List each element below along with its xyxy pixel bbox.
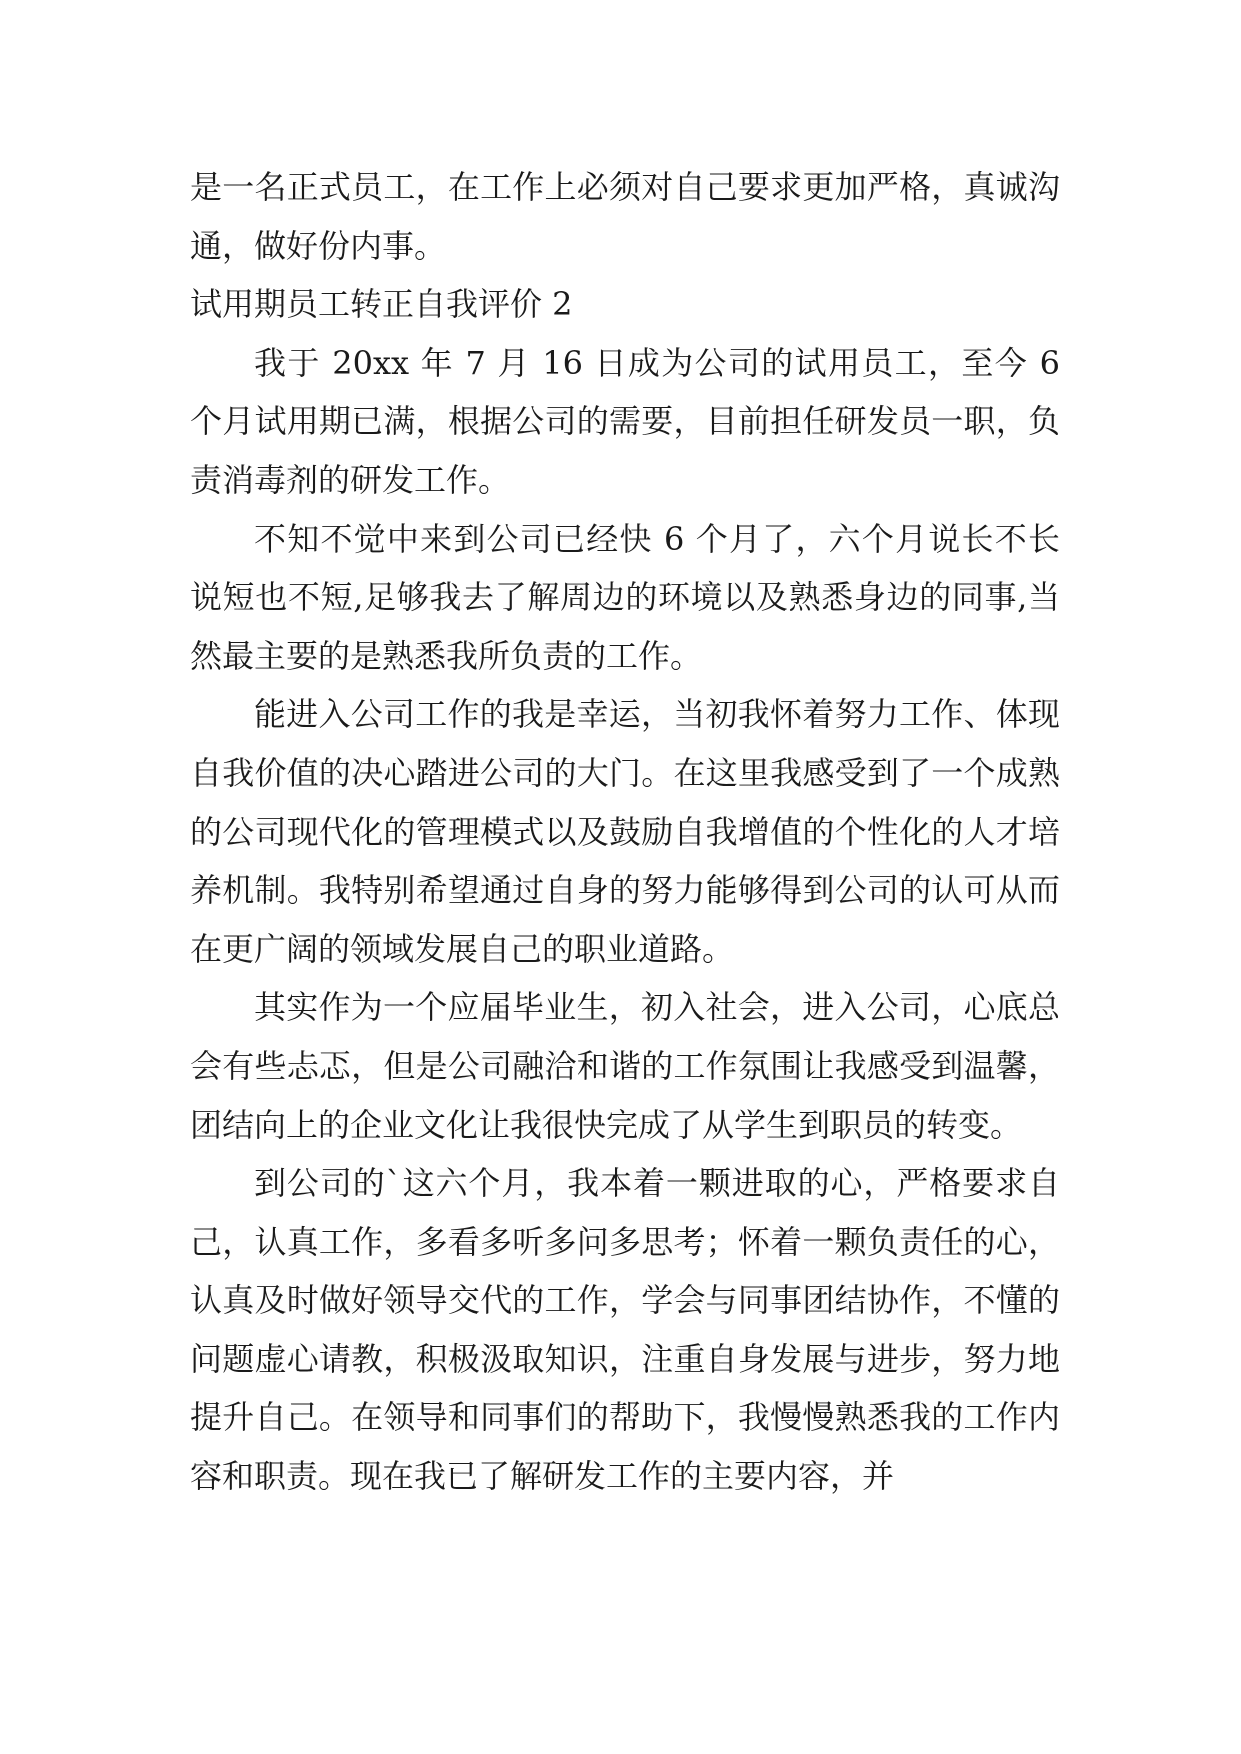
continuation-text: 是一名正式员工，在工作上必须对自己要求更加严格，真诚沟通，做好份内事。 [190,168,1060,265]
paragraph-4: 其实作为一个应届毕业生，初入社会，进入公司，心底总会有些忐忑，但是公司融洽和谐的工作氛围让我感受到温馨，团结向上的企业文化让我很快完成了从学生到职员的转变。 [190,988,1060,1144]
section-heading: 试用期员工转正自我评价 2 [190,285,573,324]
paragraph-3: 能进入公司工作的我是幸运，当初我怀着努力工作、体现自我价值的决心踏进公司的大门。在这里我感受到了一个成熟的公司现代化的管理模式以及鼓励自我增值的个性化的人才培养机制。我特别希望通过自身的努力能够得到公司的认可从而在更广阔的领域发展自己的职业道路。 [190,695,1060,968]
paragraph-2: 不知不觉中来到公司已经快 6 个月了，六个月说长不长说短也不短,足够我去了解周边的环境以及熟悉身边的同事,当然最主要的是熟悉我所负责的工作。 [190,519,1060,675]
paragraph-1: 我于 20xx 年 7 月 16 日成为公司的试用员工，至今 6 个月试用期已满，根据公司的需要，目前担任研发员一职，负责消毒剂的研发工作。 [190,343,1060,499]
paragraph-5: 到公司的`这六个月，我本着一颗进取的心，严格要求自己，认真工作，多看多听多问多思考；怀着一颗负责任的心，认真及时做好领导交代的工作，学会与同事团结协作，不懂的问题虚心请教，积极汲取知识，注重自身发展与进步，努力地提升自己。在领导和同事们的帮助下，我慢慢熟悉我的工作内容和职责。现在我已了解研发工作的主要内容，并 [190,1164,1060,1496]
document-body [190,158,1060,1506]
